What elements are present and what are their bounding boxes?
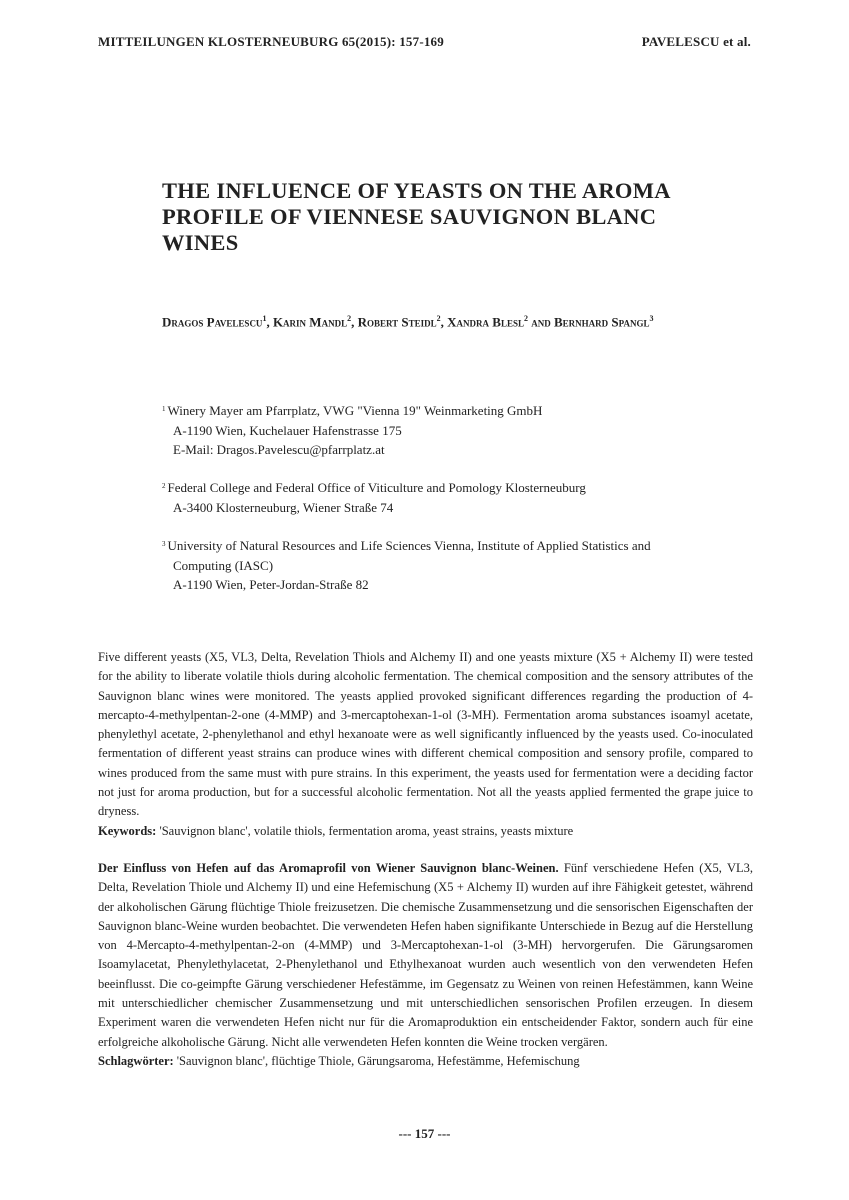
keywords-list: 'Sauvignon blanc', flüchtige Thiole, Gärungsaroma, Hefestämme, Hefemischung xyxy=(173,1053,580,1068)
abstract-german xyxy=(98,859,753,1071)
author-separator: and xyxy=(527,314,554,330)
author-affiliation-mark: 2 xyxy=(523,314,528,323)
affiliation-line: A-1190 Wien, Peter-Jordan-Straße 82 xyxy=(173,577,369,592)
abstract-english xyxy=(98,648,753,841)
keywords-label: Schlagwörter: xyxy=(98,1053,174,1068)
article-title: THE INFLUENCE OF YEASTS ON THE AROMA PROFILE OF VIENNESE SAUVIGNON BLANC WINES xyxy=(162,178,670,255)
affiliation-1 xyxy=(162,400,722,460)
author-separator: , xyxy=(351,314,358,330)
affiliation-line: A-3400 Klosterneuburg, Wiener Straße 74 xyxy=(173,499,394,515)
affiliation-mark: 2 xyxy=(162,482,166,490)
abstract-text: Der Einfluss von Hefen auf das Aromaprofil von Wiener Sauvignon blanc-Weinen. Fünf verschiedene Hefen (X5, VL3, Delta, Revelation Thiole und Alchemy II) und eine Hefemischung (X5 + Alchemy II) wurden auf ihre Fähigkeit getestet, während der alkoholischen Gärung flüchtige Thiole freizusetzen. Die chemische Zusammensetzung und die sensorischen Eigenschaften der Sauvignon blanc-Weine wurden beobachtet. Die verwendeten Hefen haben signifikante Unterschiede in Bezug auf die Herstellung von 4-Mercapto-4-methylpentan-2-on (4-MMP) und 3-Mercaptohexan-1-ol (3-MH) hervorgerufen. Die Gärungsaromen Isoamylacetat, Phenylethylacetat, 2-Phenylethanol und Ethylhexanoat wurden auch wesentlich von den verwendeten Hefen beeinflusst. Die co-geimpfte Gärung verschiedener Hefestämme, im Gegensatz zu Weinen von reinen Hefestämmen, kann Weine mit unterschiedlicher chemischer Zusammensetzung und mit unterschiedlichen sensorischen Profilen erzeugen. In diesem Experiment waren die verwendeten Hefen nicht nur für die Aromaproduktion ein entscheidender Faktor, sondern auch für eine erfolgreiche alkoholische Gärung. Nicht alle verwendeten Hefen konnten die Weine trocken vergären. xyxy=(98,861,753,1049)
author: Xandra Blesl xyxy=(447,314,524,330)
page-number: --- 157 --- xyxy=(398,1126,451,1141)
running-header xyxy=(98,34,751,50)
affiliation-mark: 1 xyxy=(162,405,166,413)
keywords-list: 'Sauvignon blanc', volatile thiols, fermentation aroma, yeast strains, yeasts mixture xyxy=(156,823,574,838)
author-affiliation-mark: 3 xyxy=(649,314,654,323)
abstract-title: Der Einfluss von Hefen auf das Aromaprofil von Wiener Sauvignon blanc-Weinen. xyxy=(98,861,559,875)
keywords-label: Keywords: xyxy=(98,823,157,838)
keywords xyxy=(98,822,753,841)
author-separator: , xyxy=(440,314,448,330)
author: Karin Mandl xyxy=(272,314,348,330)
affiliation-2 xyxy=(162,477,722,517)
author: Robert Steidl xyxy=(357,314,437,330)
affiliation-line: $^2$ Federal College and Federal Office of Viticulture and Pomology Klosterneuburg xyxy=(162,480,586,495)
keywords xyxy=(98,1052,753,1071)
affiliation-line: A-1190 Wien, Kuchelauer Hafenstrasse 175 xyxy=(173,422,402,438)
author-affiliation-mark: 2 xyxy=(436,314,441,323)
author-list xyxy=(162,309,722,332)
author: Bernhard Spangl xyxy=(553,314,650,330)
affiliation-line: $^3$ University of Natural Resources and Life Sciences Vienna, Institute of Applied Statistics and xyxy=(162,538,651,553)
author-separator: , xyxy=(266,314,273,330)
author-affiliation-mark: 2 xyxy=(347,314,352,323)
author-short: PAVELESCU et al. xyxy=(641,34,751,49)
affiliation-line: Computing (IASC) xyxy=(173,557,274,573)
affiliation-line: $^1$ Winery Mayer am Pfarrplatz, VWG "Vienna 19" Weinmarketing GmbH xyxy=(162,403,543,418)
abstract-text: Five different yeasts (X5, VL3, Delta, Revelation Thiols and Alchemy II) and one yeasts mixture (X5 + Alchemy II) were tested for the ability to liberate volatile thiols during alcoholic fermentation. The chemical composition and the sensory attributes of the Sauvignon blanc wines were monitored. The yeasts applied provoked significant differences regarding the production of 4-mercapto-4-methylpentan-2-one (4-MMP) and 3-mercaptohexan-1-ol (3-MH). Fermentation aroma substances isoamyl acetate, phenylethyl acetate, 2-phenylethanol and ethyl hexanoate were as well significantly influenced by the yeasts used. Co-inoculated fermentation of different yeast strains can produce wines with different chemical composition and sensory profile, compared to wines produced from the same must with pure strains. In this experiment, the yeasts used for fermentation were a deciding factor not just for aroma production, but for a successful alcoholic fermentation. Not all the yeasts applied fermented the grape juice to dryness. xyxy=(98,650,753,819)
affiliation-email: E-Mail: Dragos.Pavelescu@pfarrplatz.at xyxy=(173,442,385,457)
author-affiliation-mark: 1 xyxy=(262,314,267,323)
journal-citation: MITTEILUNGEN KLOSTERNEUBURG 65(2015): 157-169 xyxy=(98,34,444,49)
affiliation-3 xyxy=(162,535,722,595)
author: Dragos Pavelescu xyxy=(162,314,263,330)
affiliation-mark: 3 xyxy=(162,540,166,548)
